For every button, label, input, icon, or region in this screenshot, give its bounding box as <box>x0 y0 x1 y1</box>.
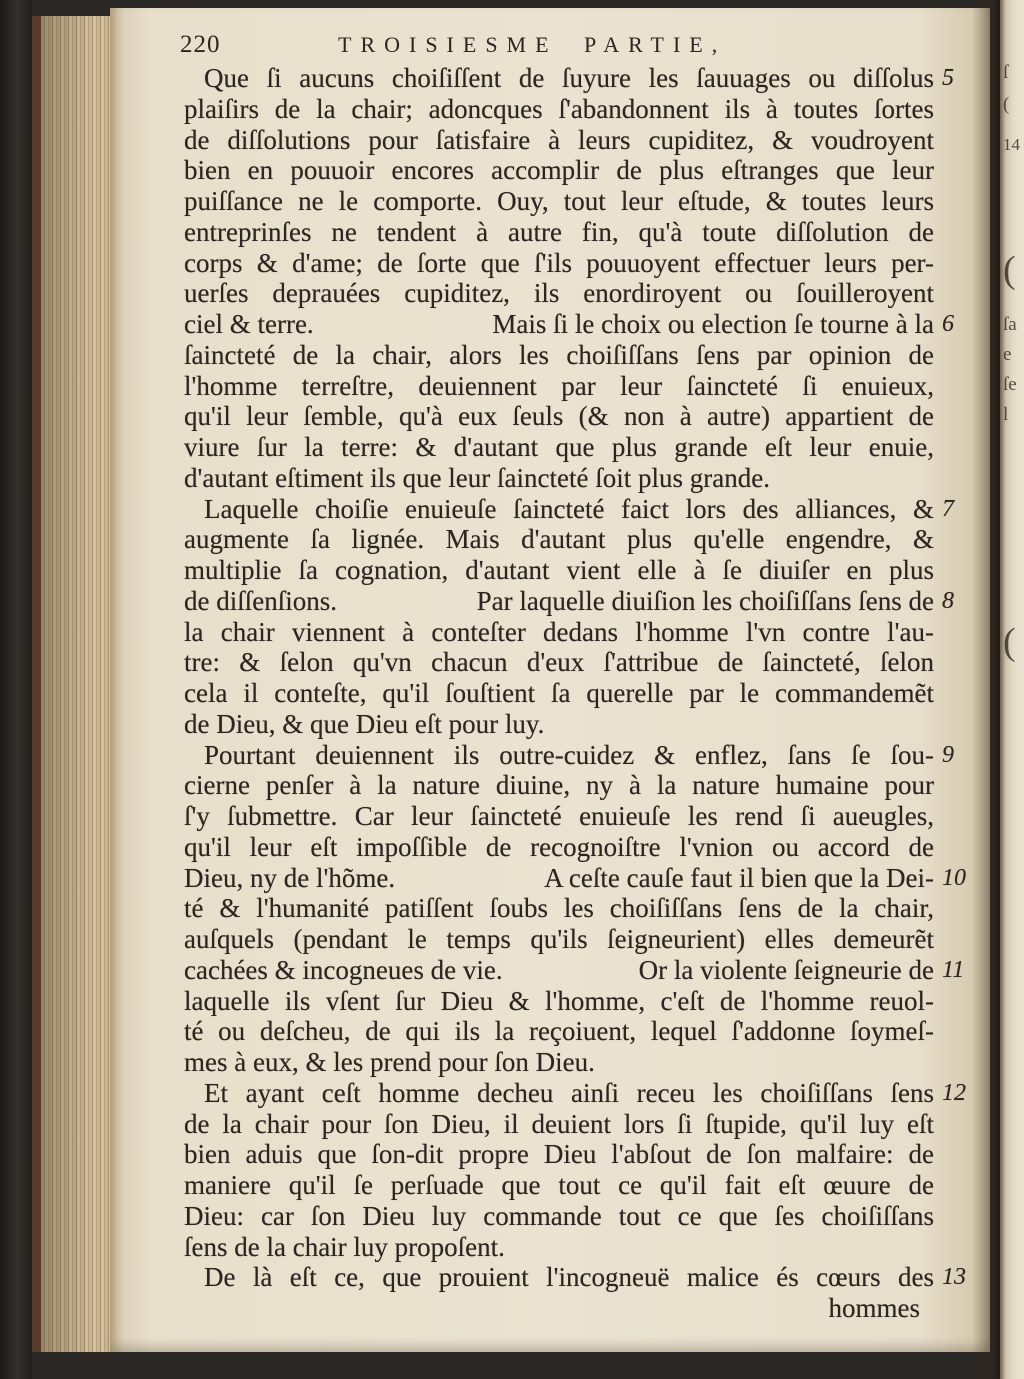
text-line <box>184 678 934 709</box>
text-line <box>184 770 934 801</box>
text-line <box>184 186 934 217</box>
line-text: tre: & ſelon qu'vn chacun d'eux ſ'attribue de ſaincteté, ſelon <box>184 647 934 678</box>
line-text: laquelle ils vſent ſur Dieu & l'homme, c'eſt de l'homme reuol- <box>184 985 934 1016</box>
line-text: té ou deſcheu, de qui ils la reçoiuent, lequel ſ'addonne ſoymeſ- <box>184 1016 934 1047</box>
line-text: Dieu, ny de l'hõme. <box>184 862 396 893</box>
line-text: d'autant eſtiment ils que leur ſaincteté ſoit plus grande. <box>184 462 770 493</box>
line-text: bien en pouuoir encores accomplir de plus eſtranges que leur <box>184 155 934 186</box>
text-line <box>184 248 934 279</box>
text-line <box>184 1201 934 1232</box>
text-line <box>184 432 934 463</box>
text-line <box>184 986 934 1017</box>
facing-page-fragment: l <box>1003 404 1009 425</box>
text-line <box>184 155 934 186</box>
text-line <box>184 1232 934 1263</box>
verse-number: 7 <box>942 495 954 522</box>
line-text: de la chair pour ſon Dieu, il deuient lors ſi ſtupide, qu'il luy eſt <box>184 1108 934 1139</box>
catchword <box>184 1293 934 1324</box>
facing-page-fragment: ſa <box>1003 314 1017 335</box>
line-text: maniere qu'il ſe perſuade que tout ce qu'il fait eſt œuure de <box>184 1170 934 1200</box>
text-line <box>184 801 934 832</box>
paragraph-first-line <box>184 63 954 94</box>
line-text-after-break: Mais ſi le choix ou election ſe tourne à la <box>492 309 934 339</box>
text-line <box>184 340 934 371</box>
text-line <box>184 278 934 309</box>
facing-page-edge <box>1000 0 1024 1379</box>
line-text: cierne penſer à la nature diuine, ny à la nature humaine pour <box>184 770 934 801</box>
text-line <box>184 647 934 678</box>
line-text: Que ſi aucuns choiſiſſent de ſuyure les ſauuages ou diſſolus <box>204 63 934 93</box>
line-text: cachées & incogneues de vie. <box>184 954 503 985</box>
line-text: l'homme terreſtre, deuiennent par leur ſaincteté ſi enuieux, <box>184 370 934 401</box>
text-line <box>184 371 934 402</box>
text-line <box>184 555 934 586</box>
line-text: ſ'y ſubmettre. Car leur ſaincteté enuieuſe les rend ſi aueugles, <box>184 801 934 831</box>
text-line <box>184 585 954 617</box>
page-number: 220 <box>180 31 221 58</box>
text-line <box>184 862 966 894</box>
verse-number: 12 <box>942 1079 966 1106</box>
paragraph-first-line <box>184 1262 966 1293</box>
text-line <box>184 463 934 494</box>
text-line <box>184 954 965 986</box>
text-line <box>184 709 934 740</box>
line-text: ciel & terre. <box>184 309 314 339</box>
verse-number: 8 <box>942 587 954 614</box>
text-line <box>184 1170 934 1201</box>
line-text: multiplie ſa cognation, d'autant vient elle à ſe diuiſer en plus <box>184 555 934 585</box>
line-text: puiſſance ne le comporte. Ouy, tout leur eſtude, & toutes leurs <box>184 186 934 216</box>
text-line <box>184 832 934 863</box>
body-text <box>184 63 966 1324</box>
line-text: auſquels (pendant le temps qu'ils ſeigneurient) elles demeurẽt <box>184 924 934 954</box>
line-text: corps & d'ame; de ſorte que ſ'ils pouuoyent effectuer leurs per- <box>184 247 934 278</box>
text-line <box>184 1047 934 1078</box>
verse-number: 10 <box>942 864 966 891</box>
running-head <box>0 30 1024 60</box>
facing-page-fragment: 14 <box>1003 135 1020 154</box>
text-line <box>184 94 934 125</box>
line-text: de diſſenſions. <box>184 585 337 616</box>
line-text: té & l'humanité patiſſent ſoubs les choiſiſſans ſens de la chair, <box>184 893 934 924</box>
text-line <box>184 309 954 340</box>
facing-page-fragment: ſe <box>1003 374 1017 395</box>
line-text: uerſes deprauées cupiditez, ils enordiroyent ou ſouilleroyent <box>184 278 934 309</box>
line-text-after-break: Or la violente ſeigneurie de <box>638 954 934 985</box>
line-text: augmente ſa lignée. Mais d'autant plus qu'elle engendre, & <box>184 524 934 555</box>
line-text: viure ſur la terre: & d'autant que plus grande eſt leur enuie, <box>184 432 934 462</box>
facing-page-fragment: ( <box>1003 94 1010 115</box>
facing-page-fragment: ( <box>1003 249 1016 291</box>
text-line <box>184 1016 934 1047</box>
text-line <box>184 924 934 955</box>
paragraph-first-line <box>184 1077 966 1109</box>
line-text: ſens de la chair luy propoſent. <box>184 1231 505 1262</box>
text-line <box>184 1109 934 1140</box>
line-text: qu'il leur ſemble, qu'à eux ſeuls (& non à autre) appartient de <box>184 401 934 432</box>
facing-page-fragment: ( <box>1003 621 1016 663</box>
line-text-after-break: A ceſte cauſe faut il bien que la Dei- <box>544 862 934 893</box>
line-text: plaiſirs de la chair; adoncques ſ'abandonnent ils à toutes ſortes <box>184 93 934 124</box>
line-text: entreprinſes ne tendent à autre fin, qu'à toute diſſolution de <box>184 216 934 247</box>
verse-number: 9 <box>942 741 954 768</box>
line-text: cela il conteſte, qu'il ſouſtient ſa querelle par le commandemẽt <box>184 678 934 708</box>
paragraph-first-line <box>184 493 954 525</box>
verse-number: 13 <box>942 1264 966 1291</box>
text-line <box>184 893 934 924</box>
paragraph-first-line <box>184 739 954 771</box>
line-text: De là eſt ce, que prouient l'incogneuë malice és cœurs des <box>204 1262 934 1293</box>
line-text: Dieu: car ſon Dieu luy commande tout ce que ſes choiſiſſans <box>184 1200 934 1231</box>
facing-page-fragment: e <box>1003 344 1012 365</box>
gutter-shadow <box>972 0 1002 1379</box>
verse-number: 5 <box>942 65 954 91</box>
verse-number: 6 <box>942 311 954 337</box>
text-line <box>184 217 934 248</box>
line-text: Laquelle choiſie enuieuſe ſaincteté faict lors des alliances, & <box>204 493 934 524</box>
line-text: Pourtant deuiennent ils outre-cuidez & enflez, ſans ſe ſou- <box>204 739 934 770</box>
line-text-after-break: Par laquelle diuiſion les choiſiſſans ſens de <box>476 585 934 616</box>
line-text: bien aduis que ſon-dit propre Dieu l'abſout de ſon malfaire: de <box>184 1139 934 1170</box>
line-text: mes à eux, & les prend pour ſon Dieu. <box>184 1047 595 1077</box>
line-text: de Dieu, & que Dieu eſt pour luy. <box>184 708 545 739</box>
text-line <box>184 617 934 648</box>
text-line <box>184 401 934 432</box>
text-line <box>184 524 934 555</box>
running-head-title: TROISIESME PARTIE, <box>338 32 727 57</box>
line-text: de diſſolutions pour ſatisfaire à leurs cupiditez, & voudroyent <box>184 124 934 155</box>
book-binding <box>0 0 32 1379</box>
line-text: qu'il leur eſt impoſſible de recognoiſtre l'vnion ou accord de <box>184 831 934 862</box>
line-text: ſaincteté de la chair, alors les choiſiſſans ſens par opinion de <box>184 339 934 370</box>
text-line <box>184 1139 934 1170</box>
line-text: la chair viennent à conteſter dedans l'homme l'vn contre l'au- <box>184 616 934 647</box>
line-text: Et ayant ceſt homme decheu ainſi receu les choiſiſſans ſens <box>204 1077 934 1108</box>
facing-page-fragment: ſ <box>1003 62 1009 83</box>
text-line <box>184 125 934 156</box>
catchword-text: hommes <box>828 1293 920 1323</box>
verse-number: 11 <box>942 956 965 983</box>
